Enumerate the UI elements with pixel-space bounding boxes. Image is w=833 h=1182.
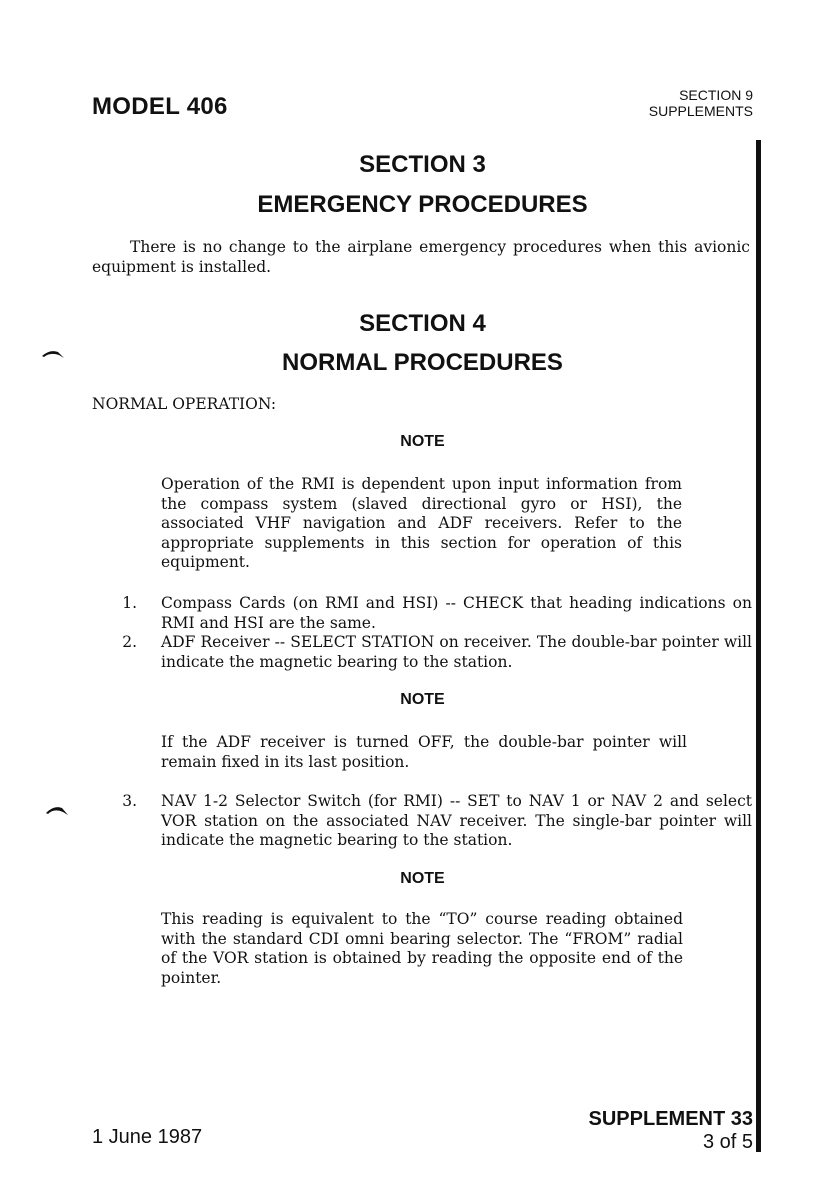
footer-supplement: SUPPLEMENT 33 (588, 1108, 753, 1130)
revision-mark-icon (40, 347, 66, 361)
section-3-text: There is no change to the airplane emergency procedures when this avionic equipment is installed. (92, 238, 750, 276)
normal-operation-subheading: NORMAL OPERATION: (92, 395, 277, 413)
step-1-number: 1. (122, 594, 137, 612)
step-3-text: NAV 1-2 Selector Switch (for RMI) -- SET to NAV 1 or NAV 2 and select VOR station on the associated NAV receiver. The single-bar pointer will indicate the magnetic bearing to the station. (161, 792, 752, 849)
note-1-text: Operation of the RMI is dependent upon input information from the compass system (slaved directional gyro or HSI), the associated VHF navigation and ADF receivers. Refer to the appropriate supplements in this section for operation of this equipment. (161, 475, 682, 571)
section-label: SECTION 9 (679, 87, 753, 103)
revision-change-bar (756, 140, 761, 1152)
model-title: MODEL 406 (92, 93, 228, 120)
section-3-title: EMERGENCY PROCEDURES (257, 191, 588, 218)
step-3-number: 3. (122, 792, 137, 810)
footer-page-number: 3 of 5 (702, 1131, 753, 1153)
note-1-title: NOTE (400, 433, 445, 450)
step-2-text: ADF Receiver -- SELECT STATION on receiver. The double-bar pointer will indicate the magnetic bearing to the station. (161, 633, 752, 671)
note-2-text: If the ADF receiver is turned OFF, the double-bar pointer will remain fixed in its last position. (161, 733, 687, 771)
section-4-heading: SECTION 4 (359, 310, 486, 337)
section-3-heading: SECTION 3 (359, 151, 486, 178)
note-3-title: NOTE (400, 870, 445, 887)
section-4-title: NORMAL PROCEDURES (282, 349, 563, 376)
note-3-text: This reading is equivalent to the “TO” course reading obtained with the standard CDI omni bearing selector. The “FROM” radial of the VOR station is obtained by reading the opposite end of the pointer. (161, 910, 683, 987)
footer-date: 1 June 1987 (92, 1126, 203, 1148)
supplements-label: SUPPLEMENTS (648, 103, 753, 119)
note-2-title: NOTE (400, 691, 445, 708)
revision-mark-icon (44, 803, 70, 817)
step-2-number: 2. (122, 633, 137, 651)
step-1-text: Compass Cards (on RMI and HSI) -- CHECK that heading indications on RMI and HSI are the same. (161, 594, 752, 632)
section-header (649, 87, 753, 119)
